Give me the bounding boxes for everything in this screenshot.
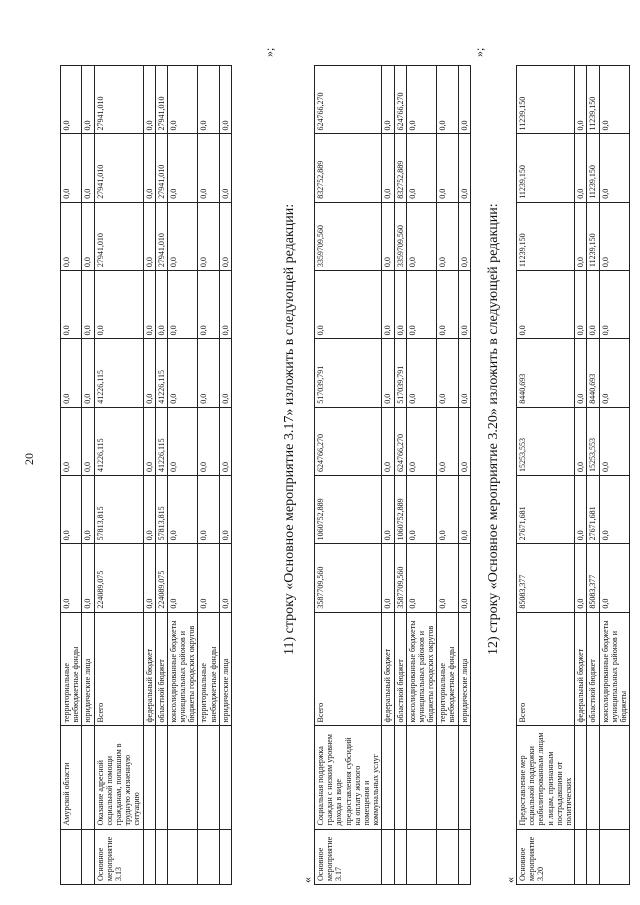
amount-cell: 0,0 — [167, 339, 198, 407]
amount-cell: 0,0 — [406, 544, 437, 612]
amount-cell: 0,0 — [599, 202, 630, 270]
amount-cell: 0,0 — [198, 271, 219, 339]
measure-number-cell — [167, 829, 198, 884]
amount-cell: 517039,791 — [315, 339, 382, 407]
amount-cell: 0,0 — [315, 271, 382, 339]
amount-cell: 0,0 — [437, 339, 458, 407]
amount-cell: 0,0 — [61, 66, 82, 134]
table-row — [82, 66, 94, 885]
amount-cell: 0,0 — [394, 271, 406, 339]
amount-cell: 27941,010 — [94, 202, 143, 270]
table-row — [167, 66, 198, 885]
funding-source-cell: консолидированные бюджеты муниципальных районов и бюджеты — [599, 612, 630, 726]
funding-source-cell: федеральный бюджет — [143, 612, 155, 726]
funding-source-cell: территориальные внебюджетные фонды — [437, 612, 458, 726]
amount-cell: 0,0 — [458, 339, 470, 407]
measure-number-cell — [198, 829, 219, 884]
amount-cell: 0,0 — [82, 271, 94, 339]
amount-cell: 3359709,560 — [394, 202, 406, 270]
amount-cell: 0,0 — [458, 544, 470, 612]
measure-name-cell — [599, 726, 630, 829]
amount-cell: 0,0 — [198, 202, 219, 270]
amount-cell: 0,0 — [167, 66, 198, 134]
amount-cell: 0,0 — [61, 271, 82, 339]
amount-cell: 0,0 — [437, 544, 458, 612]
amount-cell: 0,0 — [575, 339, 587, 407]
budget-table-3-20 — [516, 65, 630, 885]
amount-cell: 0,0 — [61, 476, 82, 544]
amount-cell: 0,0 — [406, 407, 437, 475]
amount-cell: 0,0 — [167, 476, 198, 544]
measure-number-cell — [219, 829, 231, 884]
amount-cell: 0,0 — [198, 339, 219, 407]
amount-cell: 3587709,560 — [394, 544, 406, 612]
amount-cell: 0,0 — [198, 476, 219, 544]
measure-name-cell — [198, 726, 219, 829]
amount-cell: 0,0 — [406, 476, 437, 544]
table-row — [406, 66, 437, 885]
amount-cell: 85083,377 — [587, 544, 599, 612]
amount-cell: 0,0 — [219, 407, 231, 475]
amount-cell: 0,0 — [82, 66, 94, 134]
amount-cell: 0,0 — [599, 339, 630, 407]
table-row — [394, 66, 406, 885]
table-row — [143, 66, 155, 885]
amount-cell: 0,0 — [382, 476, 394, 544]
amount-cell: 0,0 — [406, 134, 437, 202]
amount-cell: 3587709,560 — [315, 544, 382, 612]
measure-name-cell — [167, 726, 198, 829]
amount-cell: 0,0 — [61, 407, 82, 475]
section-11-open-quote: « — [300, 877, 314, 883]
measure-number-cell — [575, 829, 587, 884]
amount-cell: 0,0 — [198, 66, 219, 134]
measure-name-cell — [82, 726, 94, 829]
amount-cell: 224089,075 — [155, 544, 167, 612]
amount-cell: 0,0 — [382, 271, 394, 339]
amount-cell: 832752,889 — [315, 134, 382, 202]
amount-cell: 0,0 — [167, 544, 198, 612]
amount-cell: 1060752,889 — [315, 476, 382, 544]
amount-cell: 0,0 — [382, 134, 394, 202]
measure-name-cell — [155, 726, 167, 829]
amount-cell: 0,0 — [82, 476, 94, 544]
measure-number-cell — [394, 829, 406, 884]
amount-cell: 0,0 — [219, 339, 231, 407]
amount-cell: 624766,270 — [315, 66, 382, 134]
measure-number-cell — [599, 829, 630, 884]
amount-cell: 0,0 — [575, 271, 587, 339]
amount-cell: 57813,815 — [155, 476, 167, 544]
amount-cell: 27941,010 — [155, 134, 167, 202]
table-row — [599, 66, 630, 885]
amount-cell: 0,0 — [575, 66, 587, 134]
amount-cell: 0,0 — [382, 544, 394, 612]
amount-cell: 0,0 — [406, 202, 437, 270]
table-row — [587, 66, 599, 885]
amount-cell: 0,0 — [382, 339, 394, 407]
amount-cell: 41226,115 — [155, 407, 167, 475]
amount-cell: 0,0 — [143, 407, 155, 475]
amount-cell: 0,0 — [587, 271, 599, 339]
amount-cell: 0,0 — [143, 476, 155, 544]
amount-cell: 11239,150 — [587, 66, 599, 134]
amount-cell: 0,0 — [167, 407, 198, 475]
funding-source-cell: территориальные внебюджетные фонды — [198, 612, 219, 726]
funding-source-cell: федеральный бюджет — [382, 612, 394, 726]
section-11-end-mark: »; — [472, 47, 486, 57]
amount-cell: 0,0 — [61, 339, 82, 407]
amount-cell: 0,0 — [143, 544, 155, 612]
measure-name-cell — [575, 726, 587, 829]
amount-cell: 1060752,889 — [394, 476, 406, 544]
amount-cell: 832752,889 — [394, 134, 406, 202]
measure-number-cell: Основное мероприятие 3.20 — [517, 829, 575, 884]
amount-cell: 224089,075 — [94, 544, 143, 612]
amount-cell: 0,0 — [517, 271, 575, 339]
measure-name-cell — [143, 726, 155, 829]
measure-name-cell: Оказание адресной социальной помощи гражданам, попавшим в трудную жизненную ситуацию — [94, 726, 143, 829]
amount-cell: 27941,010 — [155, 202, 167, 270]
amount-cell: 0,0 — [599, 476, 630, 544]
amount-cell: 0,0 — [458, 476, 470, 544]
measure-name-cell: Предоставление мер социальной поддержки реабилитированным лицам и лицам, признанным пострадавшими от политических — [517, 726, 575, 829]
amount-cell: 0,0 — [94, 271, 143, 339]
funding-source-cell: консолидированные бюджеты муниципальных районов и бюджеты городских округов — [167, 612, 198, 726]
amount-cell: 0,0 — [82, 134, 94, 202]
budget-table-top — [60, 65, 232, 885]
amount-cell: 11239,150 — [587, 202, 599, 270]
amount-cell: 0,0 — [82, 407, 94, 475]
amount-cell: 0,0 — [143, 66, 155, 134]
amount-cell: 0,0 — [406, 339, 437, 407]
funding-source-cell: юридические лица — [82, 612, 94, 726]
amount-cell: 27941,010 — [94, 134, 143, 202]
funding-source-cell: Всего — [315, 612, 382, 726]
funding-source-cell: Всего — [517, 612, 575, 726]
table-row — [437, 66, 458, 885]
amount-cell: 15253,553 — [587, 407, 599, 475]
amount-cell: 0,0 — [599, 134, 630, 202]
table-row — [94, 66, 143, 885]
amount-cell: 0,0 — [599, 544, 630, 612]
amount-cell: 0,0 — [437, 271, 458, 339]
amount-cell: 0,0 — [61, 202, 82, 270]
funding-source-cell: Всего — [94, 612, 143, 726]
amount-cell: 0,0 — [167, 202, 198, 270]
table-row — [61, 66, 82, 885]
amount-cell: 0,0 — [82, 544, 94, 612]
amount-cell: 0,0 — [575, 476, 587, 544]
amount-cell: 0,0 — [575, 407, 587, 475]
funding-source-cell: юридические лица — [219, 612, 231, 726]
amount-cell: 57813,815 — [94, 476, 143, 544]
amount-cell: 0,0 — [219, 544, 231, 612]
table-row — [219, 66, 231, 885]
funding-source-cell: областной бюджет — [394, 612, 406, 726]
measure-number-cell — [82, 829, 94, 884]
funding-source-cell: областной бюджет — [587, 612, 599, 726]
funding-source-cell: территориальные внебюджетные фонды — [61, 612, 82, 726]
amount-cell: 27941,010 — [94, 66, 143, 134]
measure-name-cell: Амурской области — [61, 726, 82, 829]
table-row — [315, 66, 382, 885]
amount-cell: 0,0 — [437, 476, 458, 544]
amount-cell: 0,0 — [143, 271, 155, 339]
measure-name-cell — [587, 726, 599, 829]
amount-cell: 0,0 — [82, 339, 94, 407]
amount-cell: 41226,115 — [94, 407, 143, 475]
amount-cell: 0,0 — [437, 202, 458, 270]
measure-number-cell — [437, 829, 458, 884]
amount-cell: 8440,693 — [517, 339, 575, 407]
amount-cell: 11239,150 — [587, 134, 599, 202]
budget-table-3-17 — [314, 65, 471, 885]
amount-cell: 11239,150 — [517, 134, 575, 202]
amount-cell: 41226,115 — [94, 339, 143, 407]
section-11-heading: 11) строку «Основное мероприятие 3.17» изложить в следующей редакции: — [282, 203, 297, 655]
amount-cell: 0,0 — [458, 202, 470, 270]
amount-cell: 0,0 — [599, 66, 630, 134]
amount-cell: 0,0 — [382, 66, 394, 134]
measure-name-cell — [406, 726, 437, 829]
amount-cell: 27671,681 — [517, 476, 575, 544]
measure-number-cell — [458, 829, 470, 884]
amount-cell: 624766,270 — [394, 66, 406, 134]
amount-cell: 0,0 — [575, 202, 587, 270]
table-row — [458, 66, 470, 885]
amount-cell: 0,0 — [437, 134, 458, 202]
amount-cell: 0,0 — [61, 544, 82, 612]
amount-cell: 0,0 — [219, 134, 231, 202]
section-12-heading: 12) строку «Основное мероприятие 3.20» изложить в следующей редакции: — [486, 203, 501, 655]
amount-cell: 0,0 — [437, 407, 458, 475]
page-number: 20 — [22, 453, 36, 465]
measure-number-cell — [406, 829, 437, 884]
amount-cell: 0,0 — [198, 544, 219, 612]
amount-cell: 27671,681 — [587, 476, 599, 544]
amount-cell: 624766,270 — [394, 407, 406, 475]
amount-cell: 11239,150 — [517, 202, 575, 270]
amount-cell: 0,0 — [167, 134, 198, 202]
measure-name-cell — [437, 726, 458, 829]
amount-cell: 0,0 — [382, 202, 394, 270]
amount-cell: 0,0 — [458, 134, 470, 202]
table-row — [198, 66, 219, 885]
measure-name-cell — [219, 726, 231, 829]
measure-number-cell: Основное мероприятие 3.17 — [315, 829, 382, 884]
amount-cell: 0,0 — [82, 202, 94, 270]
table-row — [575, 66, 587, 885]
amount-cell: 0,0 — [143, 339, 155, 407]
amount-cell: 624766,270 — [315, 407, 382, 475]
amount-cell: 0,0 — [219, 66, 231, 134]
measure-name-cell — [394, 726, 406, 829]
amount-cell: 0,0 — [458, 66, 470, 134]
funding-source-cell: консолидированные бюджеты муниципальных районов и бюджеты городских округов — [406, 612, 437, 726]
amount-cell: 0,0 — [219, 476, 231, 544]
amount-cell: 0,0 — [198, 134, 219, 202]
amount-cell: 0,0 — [167, 271, 198, 339]
measure-number-cell — [61, 829, 82, 884]
amount-cell: 0,0 — [198, 407, 219, 475]
amount-cell: 0,0 — [382, 407, 394, 475]
amount-cell: 0,0 — [61, 134, 82, 202]
amount-cell: 0,0 — [219, 271, 231, 339]
measure-number-cell: Основное мероприятие 3.13 — [94, 829, 143, 884]
amount-cell: 0,0 — [437, 66, 458, 134]
measure-number-cell — [587, 829, 599, 884]
amount-cell: 15253,553 — [517, 407, 575, 475]
amount-cell: 11239,150 — [517, 66, 575, 134]
amount-cell: 0,0 — [599, 271, 630, 339]
measure-number-cell — [143, 829, 155, 884]
amount-cell: 0,0 — [575, 544, 587, 612]
amount-cell: 85083,377 — [517, 544, 575, 612]
measure-name-cell — [458, 726, 470, 829]
funding-source-cell: областной бюджет — [155, 612, 167, 726]
amount-cell: 0,0 — [599, 407, 630, 475]
amount-cell: 0,0 — [458, 271, 470, 339]
amount-cell: 0,0 — [143, 134, 155, 202]
table-top-end-mark: »; — [262, 47, 276, 57]
table-row — [155, 66, 167, 885]
funding-source-cell: юридические лица — [458, 612, 470, 726]
amount-cell: 27941,010 — [155, 66, 167, 134]
amount-cell: 41226,115 — [155, 339, 167, 407]
section-12-open-quote: « — [503, 877, 517, 883]
measure-name-cell — [382, 726, 394, 829]
measure-name-cell: Социальная поддержка граждан с низким уровнем дохода в виде предоставления субсидий на оплату жилого помещения и коммунальных услуг — [315, 726, 382, 829]
amount-cell: 0,0 — [219, 202, 231, 270]
funding-source-cell: федеральный бюджет — [575, 612, 587, 726]
amount-cell: 3359709,560 — [315, 202, 382, 270]
amount-cell: 0,0 — [155, 271, 167, 339]
table-row — [382, 66, 394, 885]
amount-cell: 517039,791 — [394, 339, 406, 407]
measure-number-cell — [382, 829, 394, 884]
amount-cell: 0,0 — [143, 202, 155, 270]
amount-cell: 0,0 — [458, 407, 470, 475]
amount-cell: 8440,693 — [587, 339, 599, 407]
amount-cell: 0,0 — [575, 134, 587, 202]
table-row — [517, 66, 575, 885]
amount-cell: 0,0 — [406, 271, 437, 339]
amount-cell: 0,0 — [406, 66, 437, 134]
measure-number-cell — [155, 829, 167, 884]
